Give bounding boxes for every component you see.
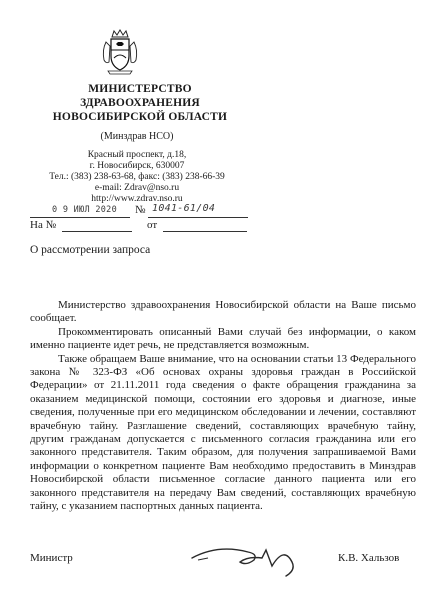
na-underline	[62, 231, 132, 232]
handwritten-signature	[188, 536, 310, 580]
letter-body	[30, 299, 416, 514]
letter-subject: О рассмотрении запроса	[30, 244, 151, 256]
org-name-line3: НОВОСИБИРСКОЙ ОБЛАСТИ	[52, 111, 228, 123]
signatory-name: К.В. Хальзов	[338, 552, 400, 564]
paragraph-3: Также обращаем Ваше внимание, что на основании статьи 13 Федерального закона № 323-ФЗ «Об основах охраны здоровья граждан в Российской Федерации» от 21.11.2011 года сведения о факте обращения гражданина за оказанием медицинской помощи, состоянии его здоровья и диагнозе, иные сведения, полученные при его медицинском обследовании и лечении, составляют врачебную тайну. Разглашение сведений, составляющих врачебную тайну, другим гражданам допускается с письменного согласия гражданина или его законного представителя. Таким образом, для получения запрашиваемой Вами информации о конкретном пациенте Вам необходимо предоставить в Минздрав Новосибирской области письменное согласие данного пациента или его законного представителя на передачу Вам сведений, составляющих врачебную тайну, с указанием паспортных данных пациента.	[30, 352, 416, 513]
org-name-line2: ЗДРАВООХРАНЕНИЯ	[80, 97, 200, 109]
paragraph-2: Прокомментировать описанный Вами случай без информации, о каком именно пациенте идет речь, не представляется возможным.	[30, 325, 416, 352]
number-underline	[148, 217, 248, 218]
org-short-name: (Минздрав НСО)	[100, 131, 174, 142]
number-handwritten: 1041-61/04	[152, 203, 216, 214]
address-city: г. Новосибирск, 630007	[89, 161, 185, 171]
paragraph-1: Министерство здравоохранения Новосибирской области на Ваше письмо сообщает.	[30, 299, 416, 325]
address-phone-fax: Тел.: (383) 238-63-68, факс: (383) 238-66-39	[49, 172, 225, 182]
signatory-title: Министр	[30, 552, 73, 564]
number-label: №	[135, 204, 146, 216]
ot-label: от	[147, 219, 158, 231]
ot-underline	[163, 231, 247, 232]
date-stamp: 0 9 ИЮЛ 2020	[52, 205, 118, 215]
date-underline	[30, 217, 130, 218]
address-email: e-mail: Zdrav@nso.ru	[94, 183, 180, 193]
coat-of-arms-emblem	[100, 28, 140, 76]
address-street: Красный проспект, д.18,	[87, 150, 187, 160]
na-label: На №	[30, 219, 57, 231]
address-website: http://www.zdrav.nso.ru	[91, 194, 183, 204]
org-name-line1: МИНИСТЕРСТВО	[88, 83, 192, 95]
